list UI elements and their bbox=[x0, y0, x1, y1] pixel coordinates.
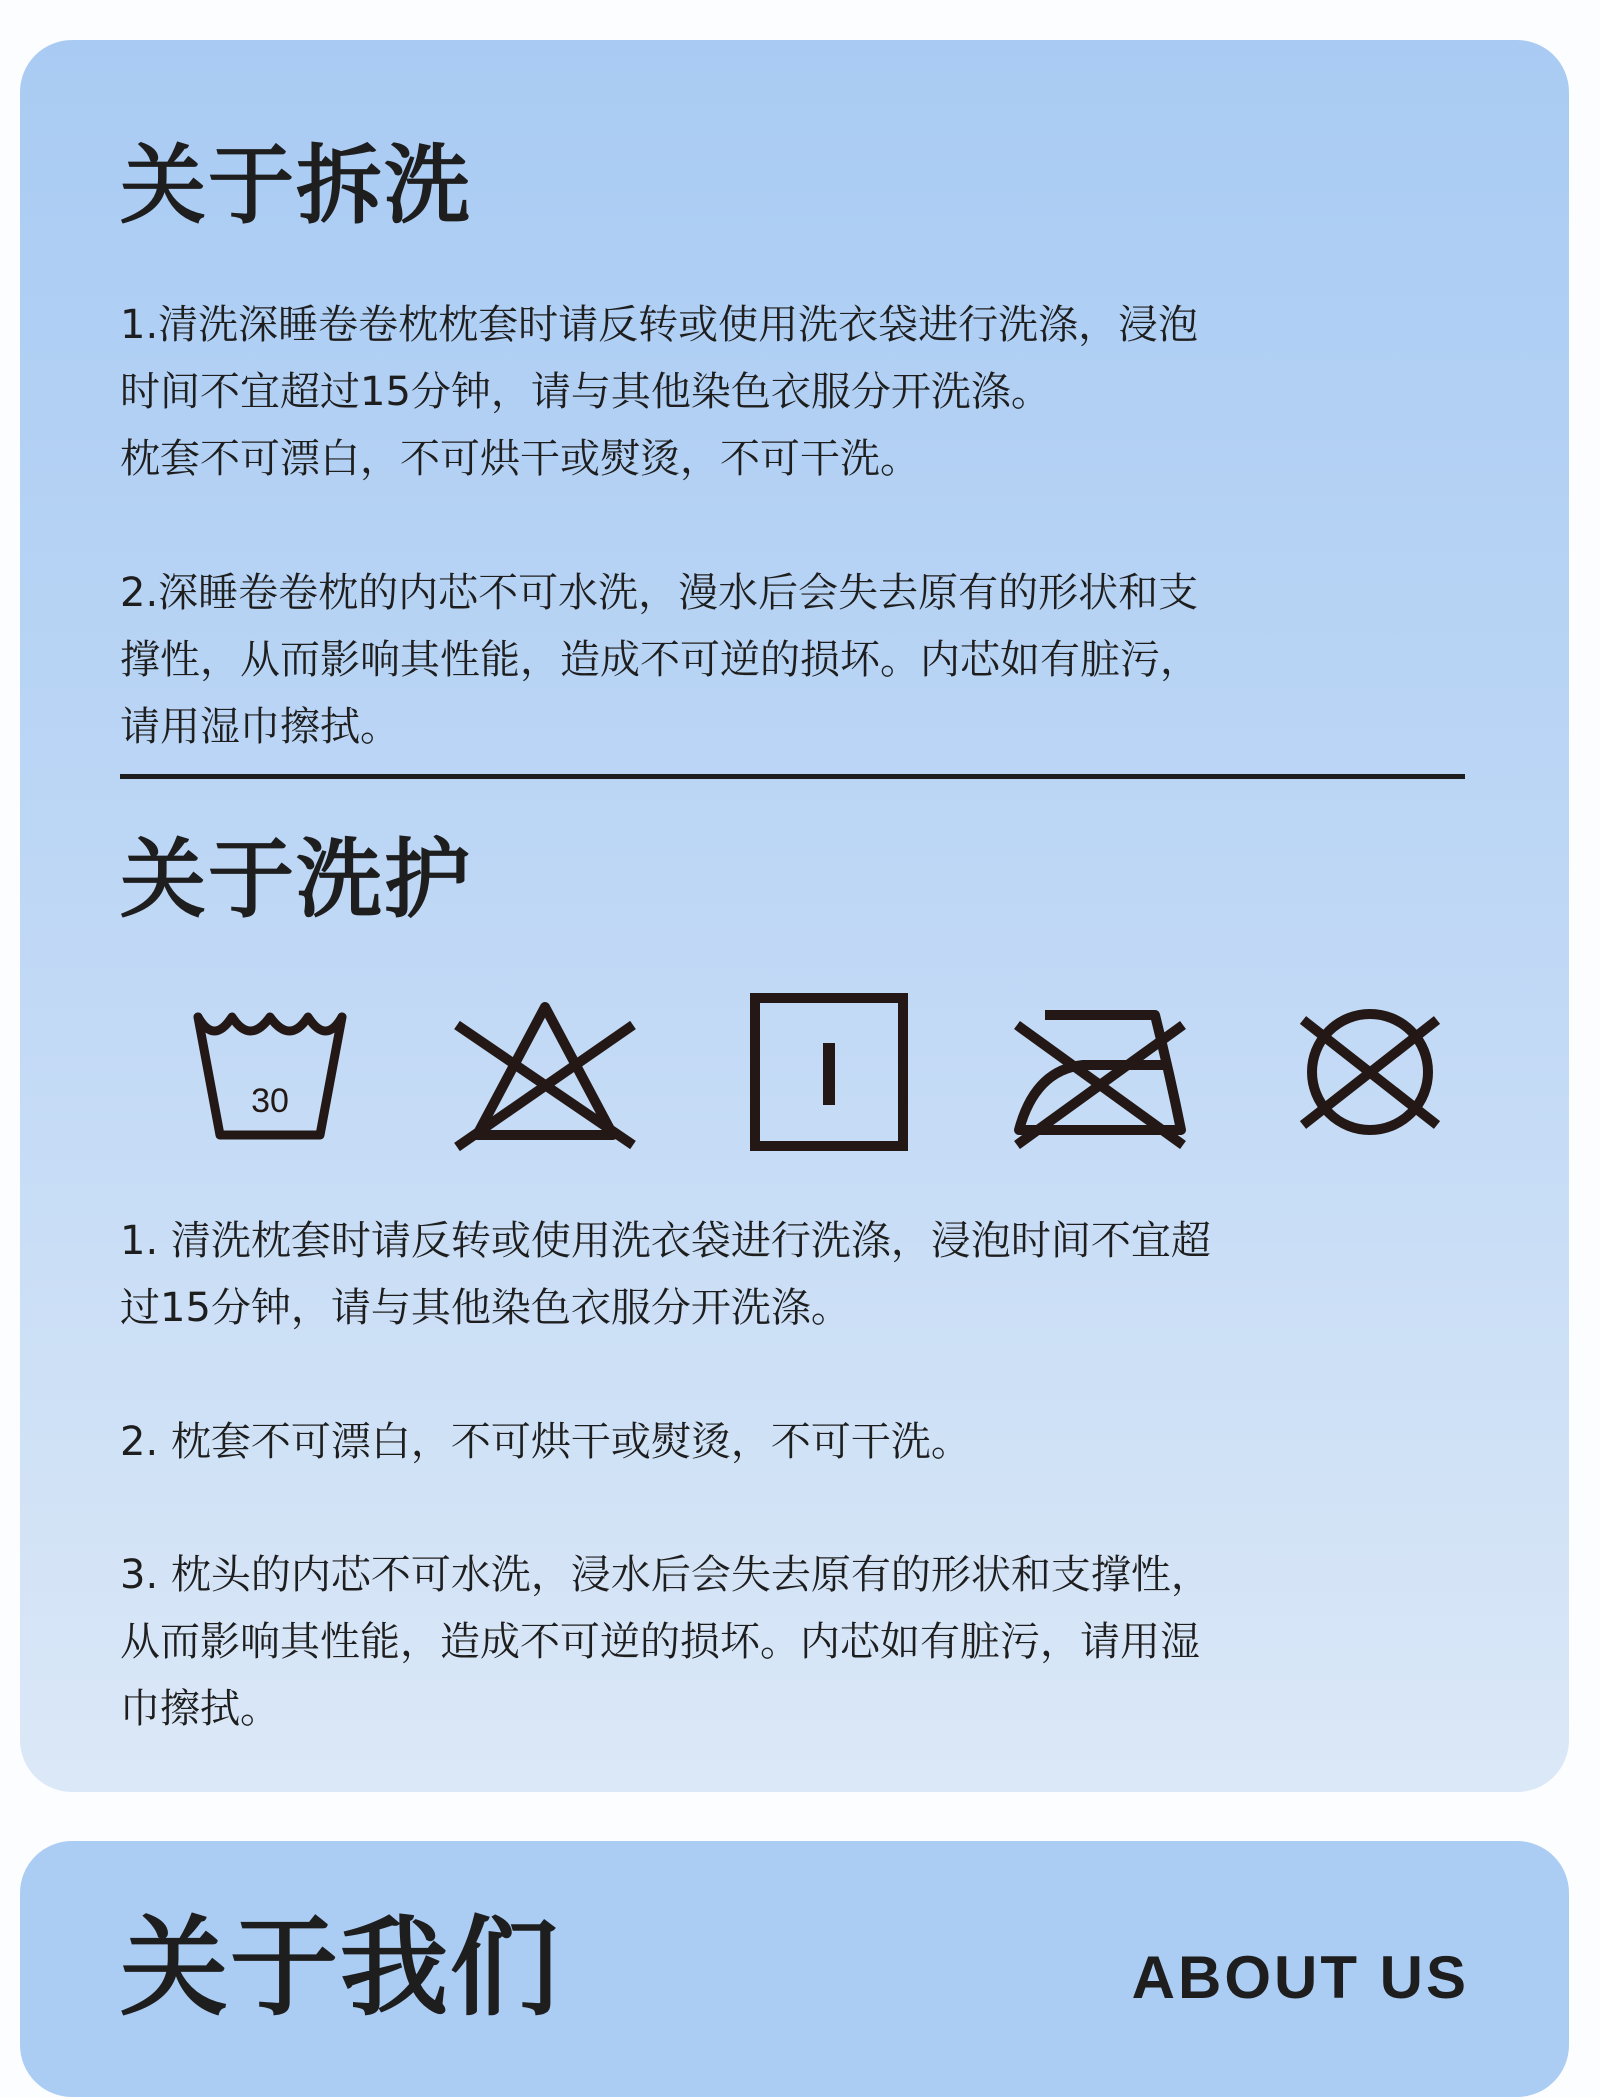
about-us-english: ABOUT US bbox=[1131, 1943, 1469, 2011]
disassembly-paragraph-1: 1.清洗深睡卷卷枕枕套时请反转或使用洗衣袋进行洗涤，浸泡 时间不宜超过15分钟，请与其他染色衣服分开洗涤。 枕套不可漂白，不可烘干或熨烫，不可干洗。 bbox=[120, 302, 1199, 482]
do-not-iron-icon bbox=[1005, 985, 1195, 1160]
section-divider bbox=[120, 774, 1465, 779]
washing-instructions-card bbox=[20, 40, 1569, 1792]
about-us-banner bbox=[20, 1841, 1569, 2097]
disassembly-paragraph-2: 2.深睡卷卷枕的内芯不可水洗，漫水后会失去原有的形状和支 撑性，从而影响其性能，造成不可逆的损坏。内芯如有脏污， 请用湿巾擦拭。 bbox=[120, 570, 1200, 750]
care-item-1: 1. 清洗枕套时请反转或使用洗衣袋进行洗涤，浸泡时间不宜超 过15分钟，请与其他染色衣服分开洗涤。 bbox=[120, 1218, 1211, 1331]
do-not-dry-clean-icon bbox=[1295, 985, 1445, 1160]
about-us-title: 关于我们 bbox=[120, 1906, 561, 2031]
do-not-bleach-icon bbox=[445, 985, 645, 1160]
care-symbols-row bbox=[120, 985, 1480, 1160]
care-item-3: 3. 枕头的内芯不可水洗，浸水后会失去原有的形状和支撑性， 从而影响其性能，造成不可逆的损坏。内芯如有脏污，请用湿 巾擦拭。 bbox=[120, 1552, 1211, 1732]
care-item-2: 2. 枕套不可漂白，不可烘干或熨烫，不可干洗。 bbox=[120, 1419, 971, 1465]
wash-temperature-label: 30 bbox=[251, 1082, 289, 1120]
disassembly-title: 关于拆洗 bbox=[120, 136, 472, 236]
tumble-dry-icon bbox=[747, 985, 912, 1160]
wash-30-icon bbox=[190, 985, 350, 1160]
washing-care-title: 关于洗护 bbox=[120, 830, 472, 930]
